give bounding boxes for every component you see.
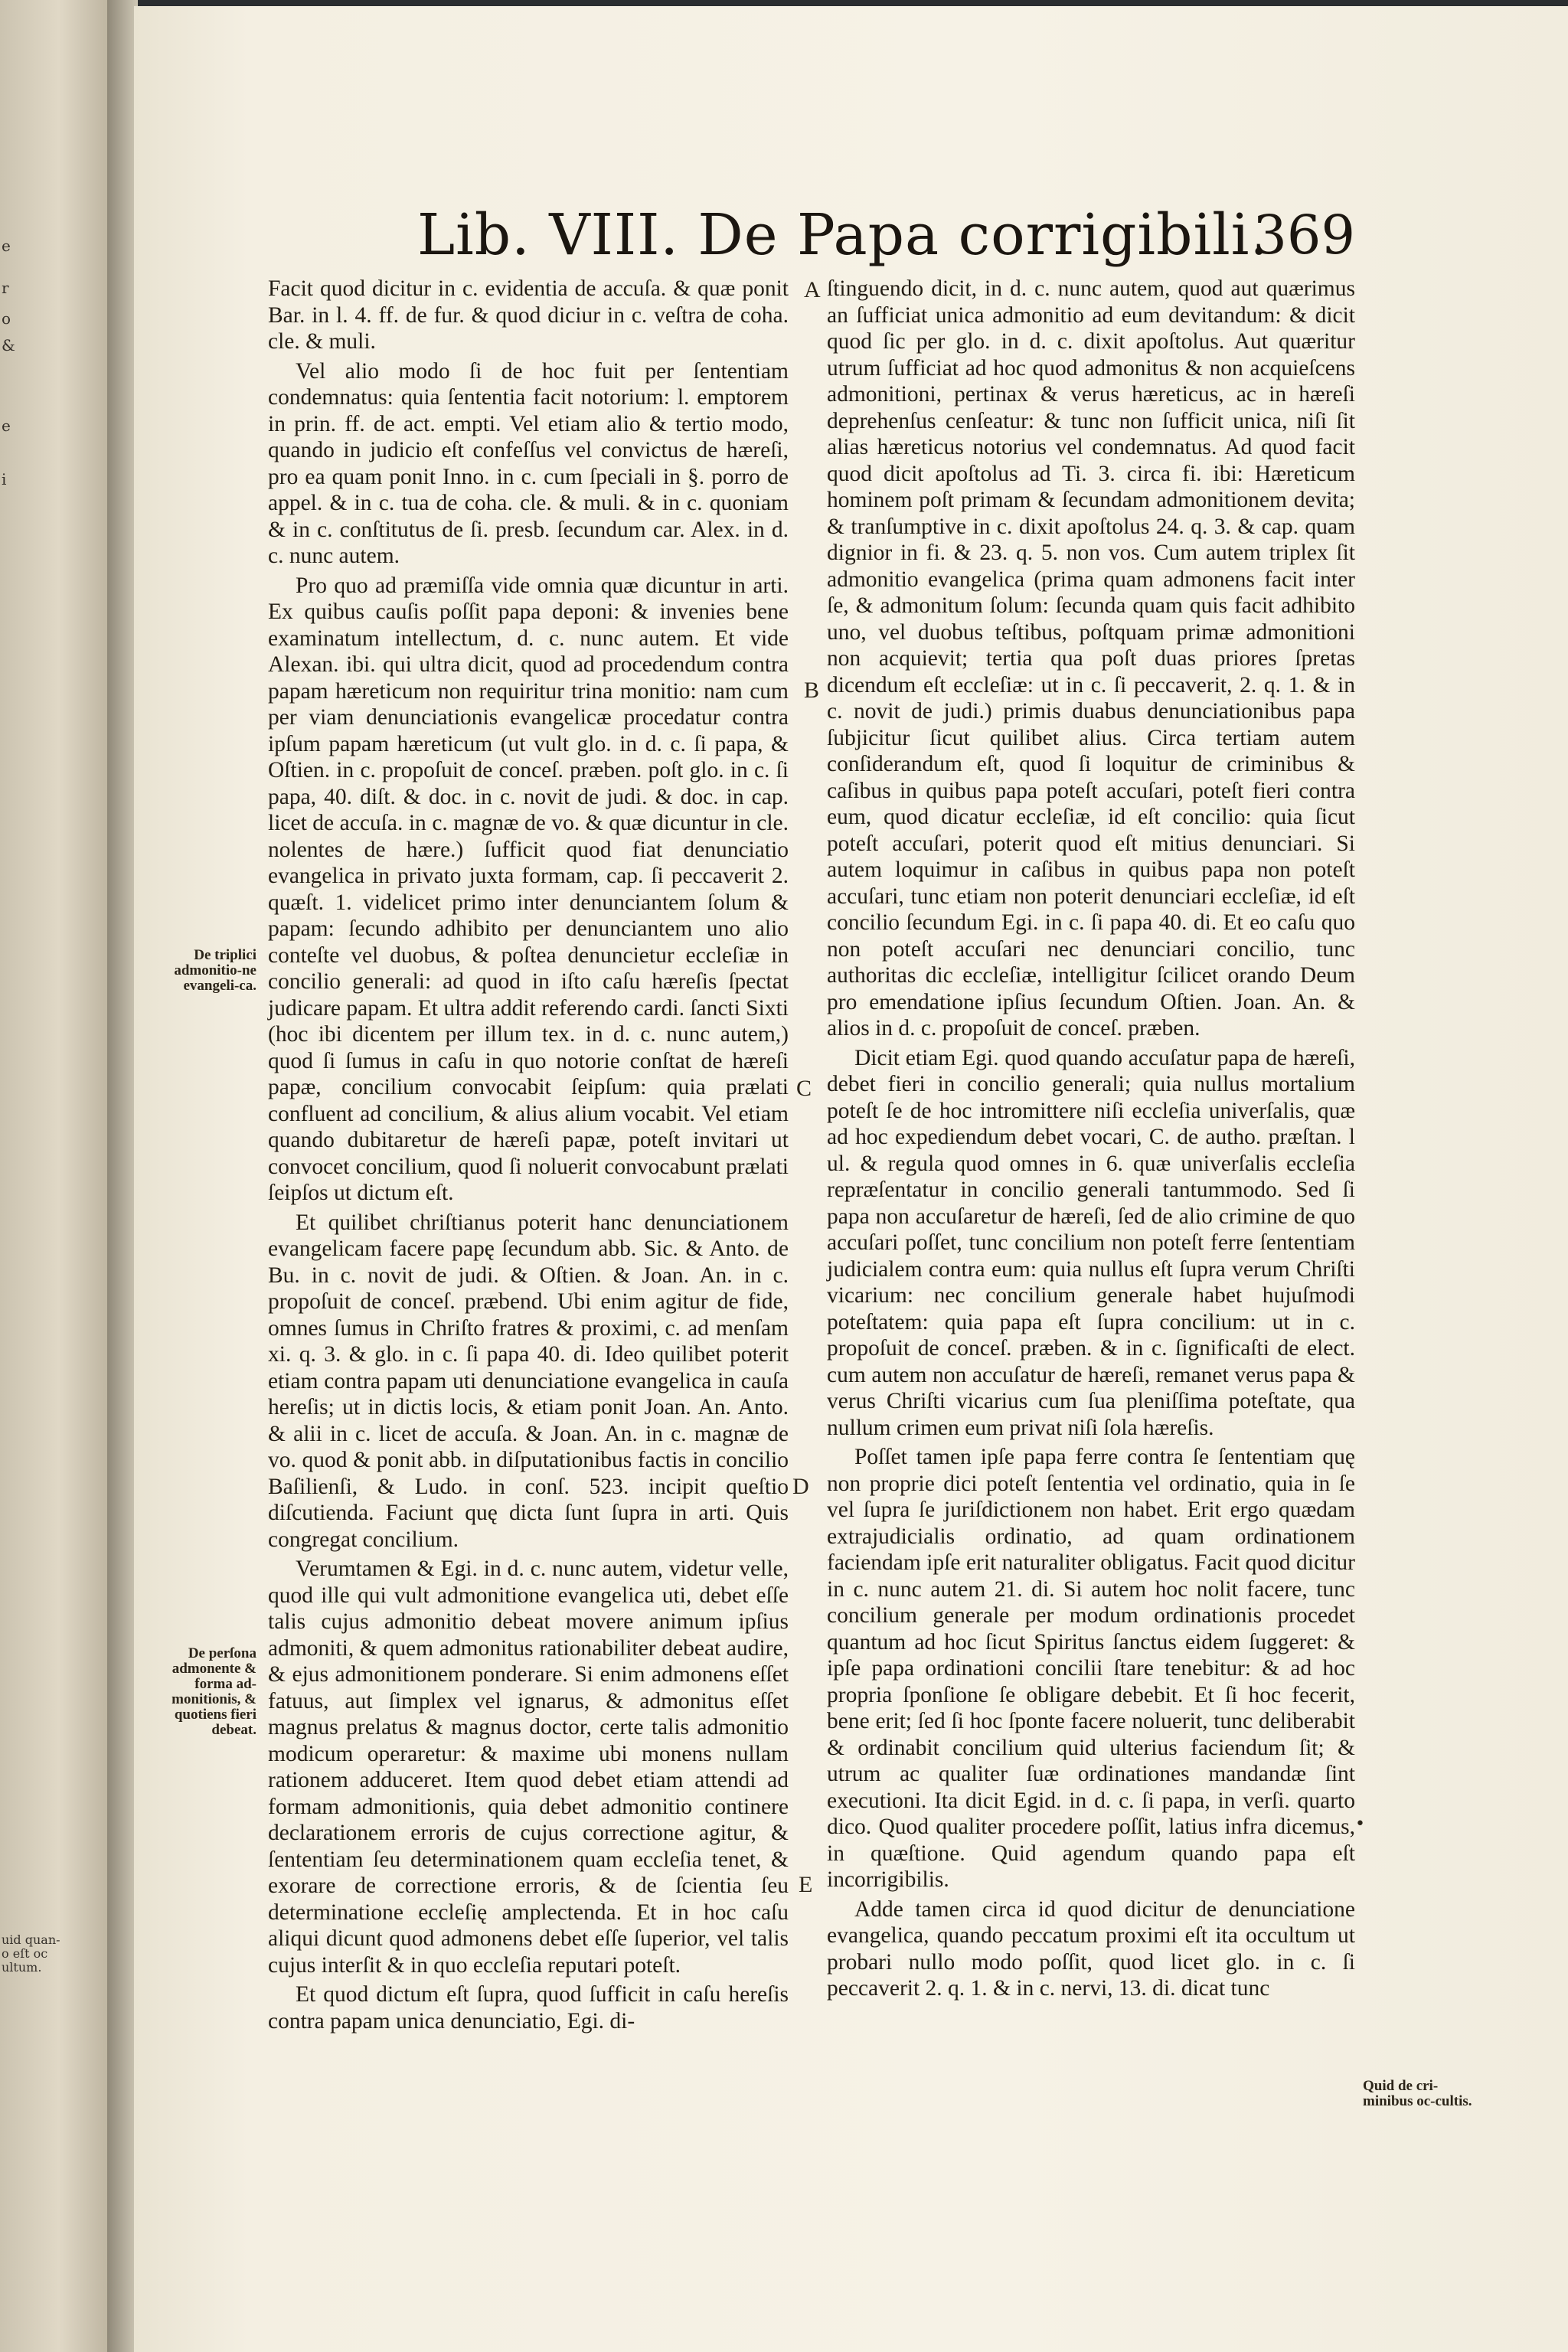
section-letter-e: E (799, 1872, 813, 1897)
margin-note-criminibus: Quid de cri-minibus oc-cultis. (1363, 2078, 1472, 2109)
paragraph: Verumtamen & Egi. in d. c. nunc autem, videtur velle, quod ille qui vult admonitione evangelica uti, debet eſſe talis cujus admonitio debeat movere animum ipſius admoniti, & quem admonitus rationabiliter debeat audire, & ejus admonitionem ponderare. Si enim admonens eſſet fatuus, aut ſimplex vel ignarus, & admonitus eſſet magnus prelatus & magnus doctor, certe talis admonitio modicum operaretur: & maxime ubi monens nullam rationem adduceret. Item quod debet etiam attendi ad formam admonitionis, quia debet admonitio continere declarationem erroris de cujus correctione agitur, & ſententiam ſeu determinationem quam eccleſia tenet, & exorare de correctione erroris, & de ſcientia ſeu determinatione eccleſię amplectenda. Et in hoc caſu aliqui dicunt quod admonens debet eſſe ſuperior, vel talis cujus interſit & in quo eccleſia reputari poteſt. (268, 1557, 789, 1978)
prev-page-fragment: e (2, 416, 11, 435)
prev-page-fragment: & (2, 336, 15, 354)
margin-note-persona: De perſona admonente & forma ad-monitionis, & quotiens fieri debeat. (172, 1645, 256, 1738)
page-header (276, 201, 1355, 270)
section-letter-c: C (796, 1076, 812, 1101)
paragraph: Pro quo ad præmiſſa vide omnia quæ dicuntur in arti. Ex quibus cauſis poſſit papa deponi: & invenies bene examinatum intellectum, d. c. nunc autem. Et vide Alexan. ibi. qui ultra dicit, quod ad procedendum contra papam hæreticum non requiritur trina monitio: nam cum per viam denunciationis evangelicæ procedatur contra ipſum papam hæreticum (ut vult glo. in d. c. ſi papa, & Oſtien. in c. propoſuit de conceſ. præben. poſt glo. in c. ſi papa, 40. diſt. & doc. in c. novit de judi. & doc. in cap. licet de accuſa. in c. magnæ de vo. & quæ dicuntur in cle. nolentes de hære.) ſufficit quod fiat denunciatio evangelica in privato juxta formam, cap. ſi peccaverit 2. quæſt. 1. videlicet primo inter denunciantem ſolum & papam: ſecundo adhibito per denunciantem uno alio conteſte vel duobus, & poſtea denuncietur eccleſiæ in concilio generali: ad quod in iſto caſu hæreſis ſpectat judicare papam. Et ultra addit referendo cardi. ſancti Sixti (hoc ibi dicentem per illum tex. in d. c. nunc autem,) quod ſi ſumus in caſu in quo notorie conſtat de hæreſi papæ, concilium convocabit ſeipſum: quia prælati confluent ad concilium, & alius alium vocabit. Vel etiam quando dubitaretur de hæreſi papæ, poteſt invitari ut convocet concilium, quod ſi noluerit convocabunt prælati ſeipſos ut dictum eſt. (268, 573, 789, 1205)
margin-note-triplici: De triplici admonitio-ne evangeli-ca. (174, 947, 256, 994)
prev-page-fragment: e (2, 237, 11, 255)
paragraph: Et quilibet chriſtianus poterit hanc denunciationem evangelicam facere papę ſecundum abb. Sic. & Anto. de Bu. in c. novit de judi. & Oſtien. & Joan. An. in c. propoſuit de conceſ. præbend. Ubi enim agitur de fide, omnes ſumus in Chriſto fratres & proximi, c. ad menſam xi. q. 3. & glo. in c. ſi papa 40. di. Ideo quilibet poterit etiam contra papam uti denunciatione evangelica in cauſa hereſis; ut in dictis locis, & etiam ponit Joan. An. Anto. & alii in c. licet de accuſa. & Joan. An. in c. magnæ de vo. quod & ponit abb. in diſputationibus factis in concilio Baſilienſi, & Ludo. in conſ. 523. incipit queſtio diſcutienda. Faciunt quę dicta ſunt ſupra in arti. Quis congregat concilium. (268, 1210, 789, 1552)
paragraph: Et quod dictum eſt ſupra, quod ſufficit in caſu hereſis contra papam unica denunciatio, Egi. di- (268, 1982, 789, 2034)
running-title: Lib. VIII. De Papa corrigibili. (417, 202, 1269, 268)
previous-page-edge (0, 0, 107, 2352)
prev-page-fragment: i (2, 470, 7, 488)
margin-mark: • (1355, 1815, 1365, 1834)
right-text-column (827, 276, 1355, 2002)
paragraph: Vel alio modo ſi de hoc fuit per ſententiam condemnatus: quia ſententia facit notorium: l. emptorem in prin. ff. de act. empti. Vel etiam alio & tertio modo, quando in judicio eſt confeſſus vel convictus de hæreſi, pro ea quam ponit Inno. in c. cum ſpeciali in §. porro de appel. & in c. tua de coha. cle. & muli. & in c. quoniam & in c. conſtitutus de ſi. presb. ſecundum car. Alex. in d. c. nunc autem. (268, 358, 789, 568)
prev-page-fragment: r (2, 279, 9, 297)
section-letter-a: A (804, 277, 821, 302)
paragraph: ſtinguendo dicit, in d. c. nunc autem, quod aut quærimus an ſufficiat unica admonitio ad eum devitandum: & dicit quod ſic per glo. in d. c. dixit apoſtolus. Aut quæritur utrum ſufficiat ad hoc quod admonitus & non acquieſcens admonitioni, pertinax & verus hæreticus, ac in hæreſi deprehenſus cenſeatur: & tunc non ſufficit unica, niſi ſit alias hæreticus notorius vel condemnatus. Ad quod facit quod dicit apoſtolus ad Ti. 3. circa fi. ibi: Hæreticum hominem poſt primam & ſecundam admonitionem devita; & tranſumptive in c. dixit apoſtolus 24. q. 3. & cap. quam dignior in fi. & 23. q. 5. non vos. Cum autem triplex ſit admonitio evangelica (prima quam admonens facit inter ſe, & admonitum ſolum: ſecunda quam quis facit adhibito uno, vel duobus teſtibus, poſtquam primæ admonitioni non acquievit; tertia qua poſt duas priores ſpretas dicendum eſt eccleſiæ: ut in c. ſi peccaverit, 2. q. 1. & in c. novit de judi.) primis duabus denunciationibus papa ſubjicitur ſicut quilibet alius. Circa tertiam autem conſiderandum eſt, quod ſi loquitur de criminibus & caſibus in quibus papa poteſt accuſari, poteſt fieri contra eum, quod dicatur eccleſiæ, id eſt concilio: quia ſicut poteſt accuſari, poterit quod eſt mitius denunciari. Si autem loquimur in caſibus in quibus papa non poteſt accuſari, tunc etiam non poterit denunciari eccleſiæ, id eſt concilio ſecundum Egi. in c. ſi papa 40. di. Et eo caſu quo non poteſt accuſari nec denunciari concilio, tunc authoritas dic eccleſiæ, intelligitur ſcilicet orando Deum pro emendatione ipſius ſecundum Oſtien. Joan. An. & alios in d. c. propoſuit de conceſ. præben. (827, 276, 1355, 1040)
paragraph: Adde tamen circa id quod dicitur de denunciatione evangelica, quando peccatum proximi eſt ita occultum ut probari nullo modo poſſit, quod licet glo. in c. ſi peccaverit 2. q. 1. & in c. nervi, 13. di. dicat tunc (827, 1896, 1355, 2001)
paragraph: Facit quod dicitur in c. evidentia de accuſa. & quæ ponit Bar. in l. 4. ff. de fur. & quod diciur in c. veſtra de coha. cle. & muli. (268, 276, 789, 354)
section-letter-d: D (792, 1474, 809, 1499)
prev-page-margin-note: uid quan- o eſt oc ultum. (2, 1932, 60, 1975)
left-text-column (268, 276, 789, 2034)
prev-page-fragment: o (2, 309, 11, 328)
paragraph: Dicit etiam Egi. quod quando accuſatur papa de hæreſi, debet fieri in concilio generali; quia nullus mortalium poteſt ſe de hoc intromittere niſi eccleſia univerſalis, quæ ad hoc expediendum debet vocari, C. de autho. præſtan. l ul. & regula quod omnes in 6. quæ univerſalis eccleſia repræſentatur in concilio generali tantummodo. Sed ſi papa non accuſaretur de hæreſi, ſed de alio crimine de quo accuſari poſſet, tunc concilium non poteſt ferre ſententiam judicialem contra eum: quia nullus eſt ſupra verum Chriſti vicarium: nec concilium generale habet hujuſmodi poteſtatem: quia papa eſt ſupra concilium: ut in c. propoſuit de conceſ. præben. & in c. ſignificaſti de elect. cum autem non accuſatur de hæreſi, remanet verus papa & verus Chriſti vicarius cum ſua pleniſſima poteſtate, qua nullum crimen eum privat niſi ſola hæreſis. (827, 1045, 1355, 1440)
section-letter-b: B (804, 678, 820, 703)
paragraph: Poſſet tamen ipſe papa ferre contra ſe ſententiam quę non proprie dici poteſt ſententia vel ordinatio, quia in ſe vel ſupra ſe juriſdictionem non habet. Erit ergo quædam extrajudicialis ordinatio, ad quam ordinationem faciendam ipſe erit naturaliter obligatus. Facit quod dicitur in c. nunc autem 21. di. Si autem hoc nolit facere, tunc concilium generale per modum ordinationis procedet quantum ad hoc ſicut Spiritus ſanctus eidem ſuggeret: & ipſe papa ordinationi concilii ſtare tenebitur: & ad hoc propria ſponſione ſe obligare debebit. Et ſi hoc fecerit, bene erit; ſed ſi hoc ſponte facere noluerit, tunc deliberabit & ordinabit concilium quid ulterius faciendum ſit; & utrum ac qualiter ſuæ ordinationes mandandæ ſint executioni. Ita dicit Egid. in d. c. ſi papa, in verſi. quarto dico. Quod qualiter procedere poſſit, latius infra dicemus, in quæſtione. Quid agendum quando papa eſt incorrigibilis. (827, 1445, 1355, 1892)
book-gutter (107, 0, 138, 2352)
page-number: 369 (1253, 204, 1355, 266)
